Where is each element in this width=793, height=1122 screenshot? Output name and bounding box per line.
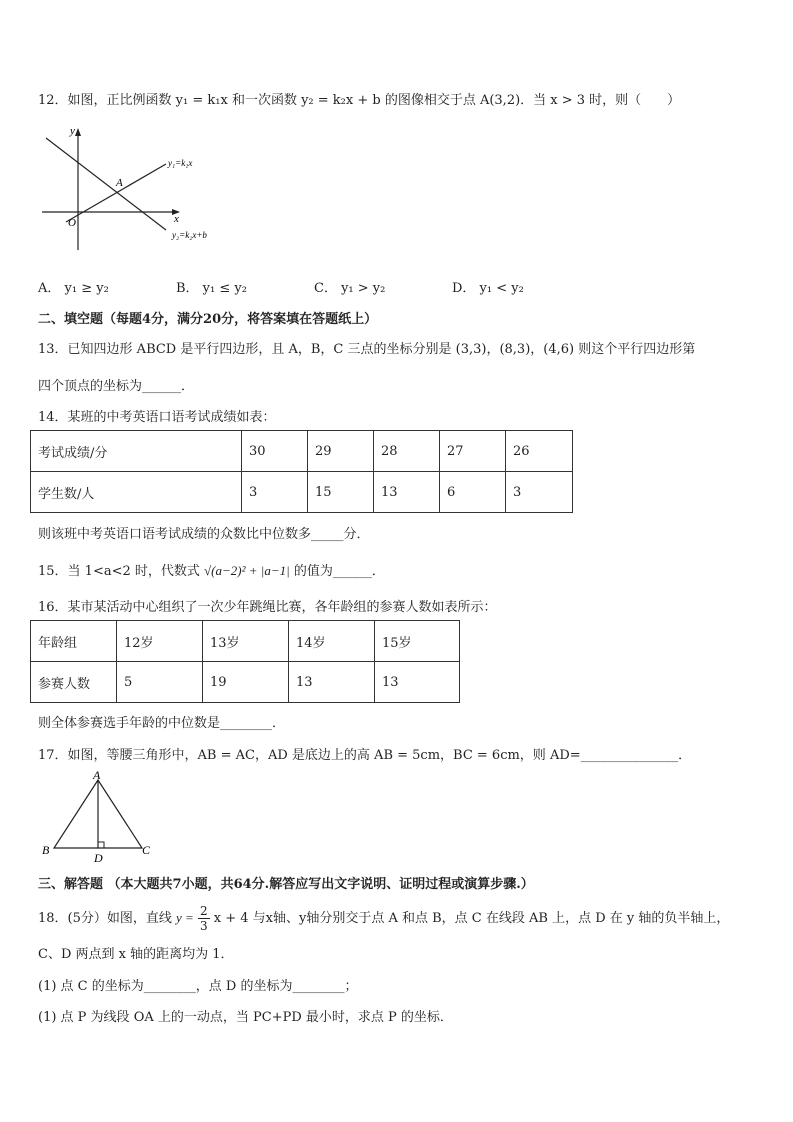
q12-option-a: A． y₁ ≥ y₂ — [38, 281, 109, 296]
q15-pre: 15．当 1<a<2 时，代数式 — [38, 564, 200, 579]
q12-axis-x: x — [174, 213, 179, 225]
table-cell: 3 — [506, 472, 573, 513]
table-cell: 3 — [242, 472, 308, 513]
q17-label-b: B — [42, 843, 50, 857]
q16-table — [30, 620, 460, 703]
q17-stem: 17．如图，等腰三角形中，AB = AC，AD 是底边上的高 AB = 5cm，BC = 6cm，则 AD=_______________． — [38, 748, 692, 763]
q12-point-a: A — [116, 177, 123, 189]
table-cell: 19 — [203, 662, 289, 703]
q12-option-c: C． y₁ > y₂ — [314, 281, 386, 296]
q18-fraction — [198, 904, 210, 933]
table-cell: 27 — [440, 431, 506, 472]
table-cell: 28 — [374, 431, 440, 472]
q14-table — [30, 430, 573, 513]
table-cell: 29 — [308, 431, 374, 472]
table-cell: 5 — [117, 662, 203, 703]
q13-line2: 四个顶点的坐标为______． — [38, 379, 195, 394]
q14-tail: 则该班中考英语口语考试成绩的众数比中位数多_____分． — [38, 527, 370, 542]
table-cell: 13 — [289, 662, 375, 703]
table-cell: 参赛人数 — [31, 662, 117, 703]
q15-expression: √(a−2)² + |a−1| — [204, 563, 290, 578]
q15 — [38, 560, 385, 579]
q12-axis-y: y — [70, 125, 75, 137]
q12-graph — [38, 122, 238, 252]
q16-stem: 16．某市某活动中心组织了一次少年跳绳比赛，各年龄组的参赛人数如表所示： — [38, 600, 497, 615]
q18-frac-num: 2 — [199, 904, 208, 918]
q13-line1: 13．已知四边形 ABCD 是平行四边形，且 A，B，C 三点的坐标分别是 (3,3)，(8,3)，(4,6) 则这个平行四边形第 — [38, 342, 696, 357]
table-cell: 年龄组 — [31, 621, 117, 662]
q17-label-a: A — [93, 770, 101, 782]
table-row — [31, 431, 573, 472]
section2-heading: 二、填空题（每题4分，满分20分，将答案填在答题纸上） — [38, 312, 378, 327]
table-cell: 13 — [375, 662, 460, 703]
table-cell: 15岁 — [375, 621, 460, 662]
q18-sub2: (1) 点 P 为线段 OA 上的一动点，当 PC+PD 最小时，求点 P 的坐标． — [38, 1010, 453, 1025]
q12-origin: O — [68, 217, 76, 229]
table-row — [31, 621, 460, 662]
q12-option-b: B． y₁ ≤ y₂ — [176, 281, 247, 296]
q12-line2-label: y₂=k₂x+b — [172, 230, 207, 240]
table-cell: 12岁 — [117, 621, 203, 662]
q18-sub1: (1) 点 C 的坐标为________，点 D 的坐标为________； — [38, 979, 358, 994]
q18-line2: C、D 两点到 x 轴的距离均为 1． — [38, 947, 234, 962]
q18-post: x + 4 与x轴、y轴分别交于点 A 和点 B，点 C 在线段 AB 上，点 D 在 y 轴的负半轴上， — [213, 911, 730, 926]
table-cell: 13岁 — [203, 621, 289, 662]
q14-stem: 14．某班的中考英语口语考试成绩如表： — [38, 410, 276, 425]
table-cell: 15 — [308, 472, 374, 513]
table-cell: 考试成绩/分 — [31, 431, 242, 472]
table-row — [31, 662, 460, 703]
q12-line1-label: y₁=k₁x — [168, 158, 193, 168]
q16-tail: 则全体参赛选手年龄的中位数是________． — [38, 716, 286, 731]
table-cell: 6 — [440, 472, 506, 513]
table-cell: 30 — [242, 431, 308, 472]
q18-line1: 18．(5分）如图，直线 y = $\frac{2}{3}$ x + 4 与x轴、y轴分别交于点 A 和点 B，点 C 在线段 AB 上，点 D 在 y 轴的负半轴上， — [38, 904, 730, 933]
table-cell: 26 — [506, 431, 573, 472]
q17-label-c: C — [142, 843, 151, 857]
table-cell: 学生数/人 — [31, 472, 242, 513]
q15-post: 的值为______． — [293, 564, 385, 579]
table-row — [31, 472, 573, 513]
q18-pre: 18．(5分）如图，直线 — [38, 911, 172, 926]
q17-label-d: D — [94, 851, 103, 862]
section3-heading: 三、解答题 （本大题共7小题，共64分.解答应写出文字说明、证明过程或演算步骤.） — [38, 877, 534, 892]
q17-triangle-figure — [38, 770, 158, 862]
q12-option-d: D． y₁ < y₂ — [452, 281, 524, 296]
q18-frac-den: 3 — [199, 919, 208, 933]
q12-stem: 12．如图，正比例函数 y₁ = k₁x 和一次函数 y₂ = k₂x + b 的图像相交于点 A(3,2)．当 x > 3 时，则（ ） — [38, 93, 681, 108]
table-cell: 14岁 — [289, 621, 375, 662]
table-cell: 13 — [374, 472, 440, 513]
